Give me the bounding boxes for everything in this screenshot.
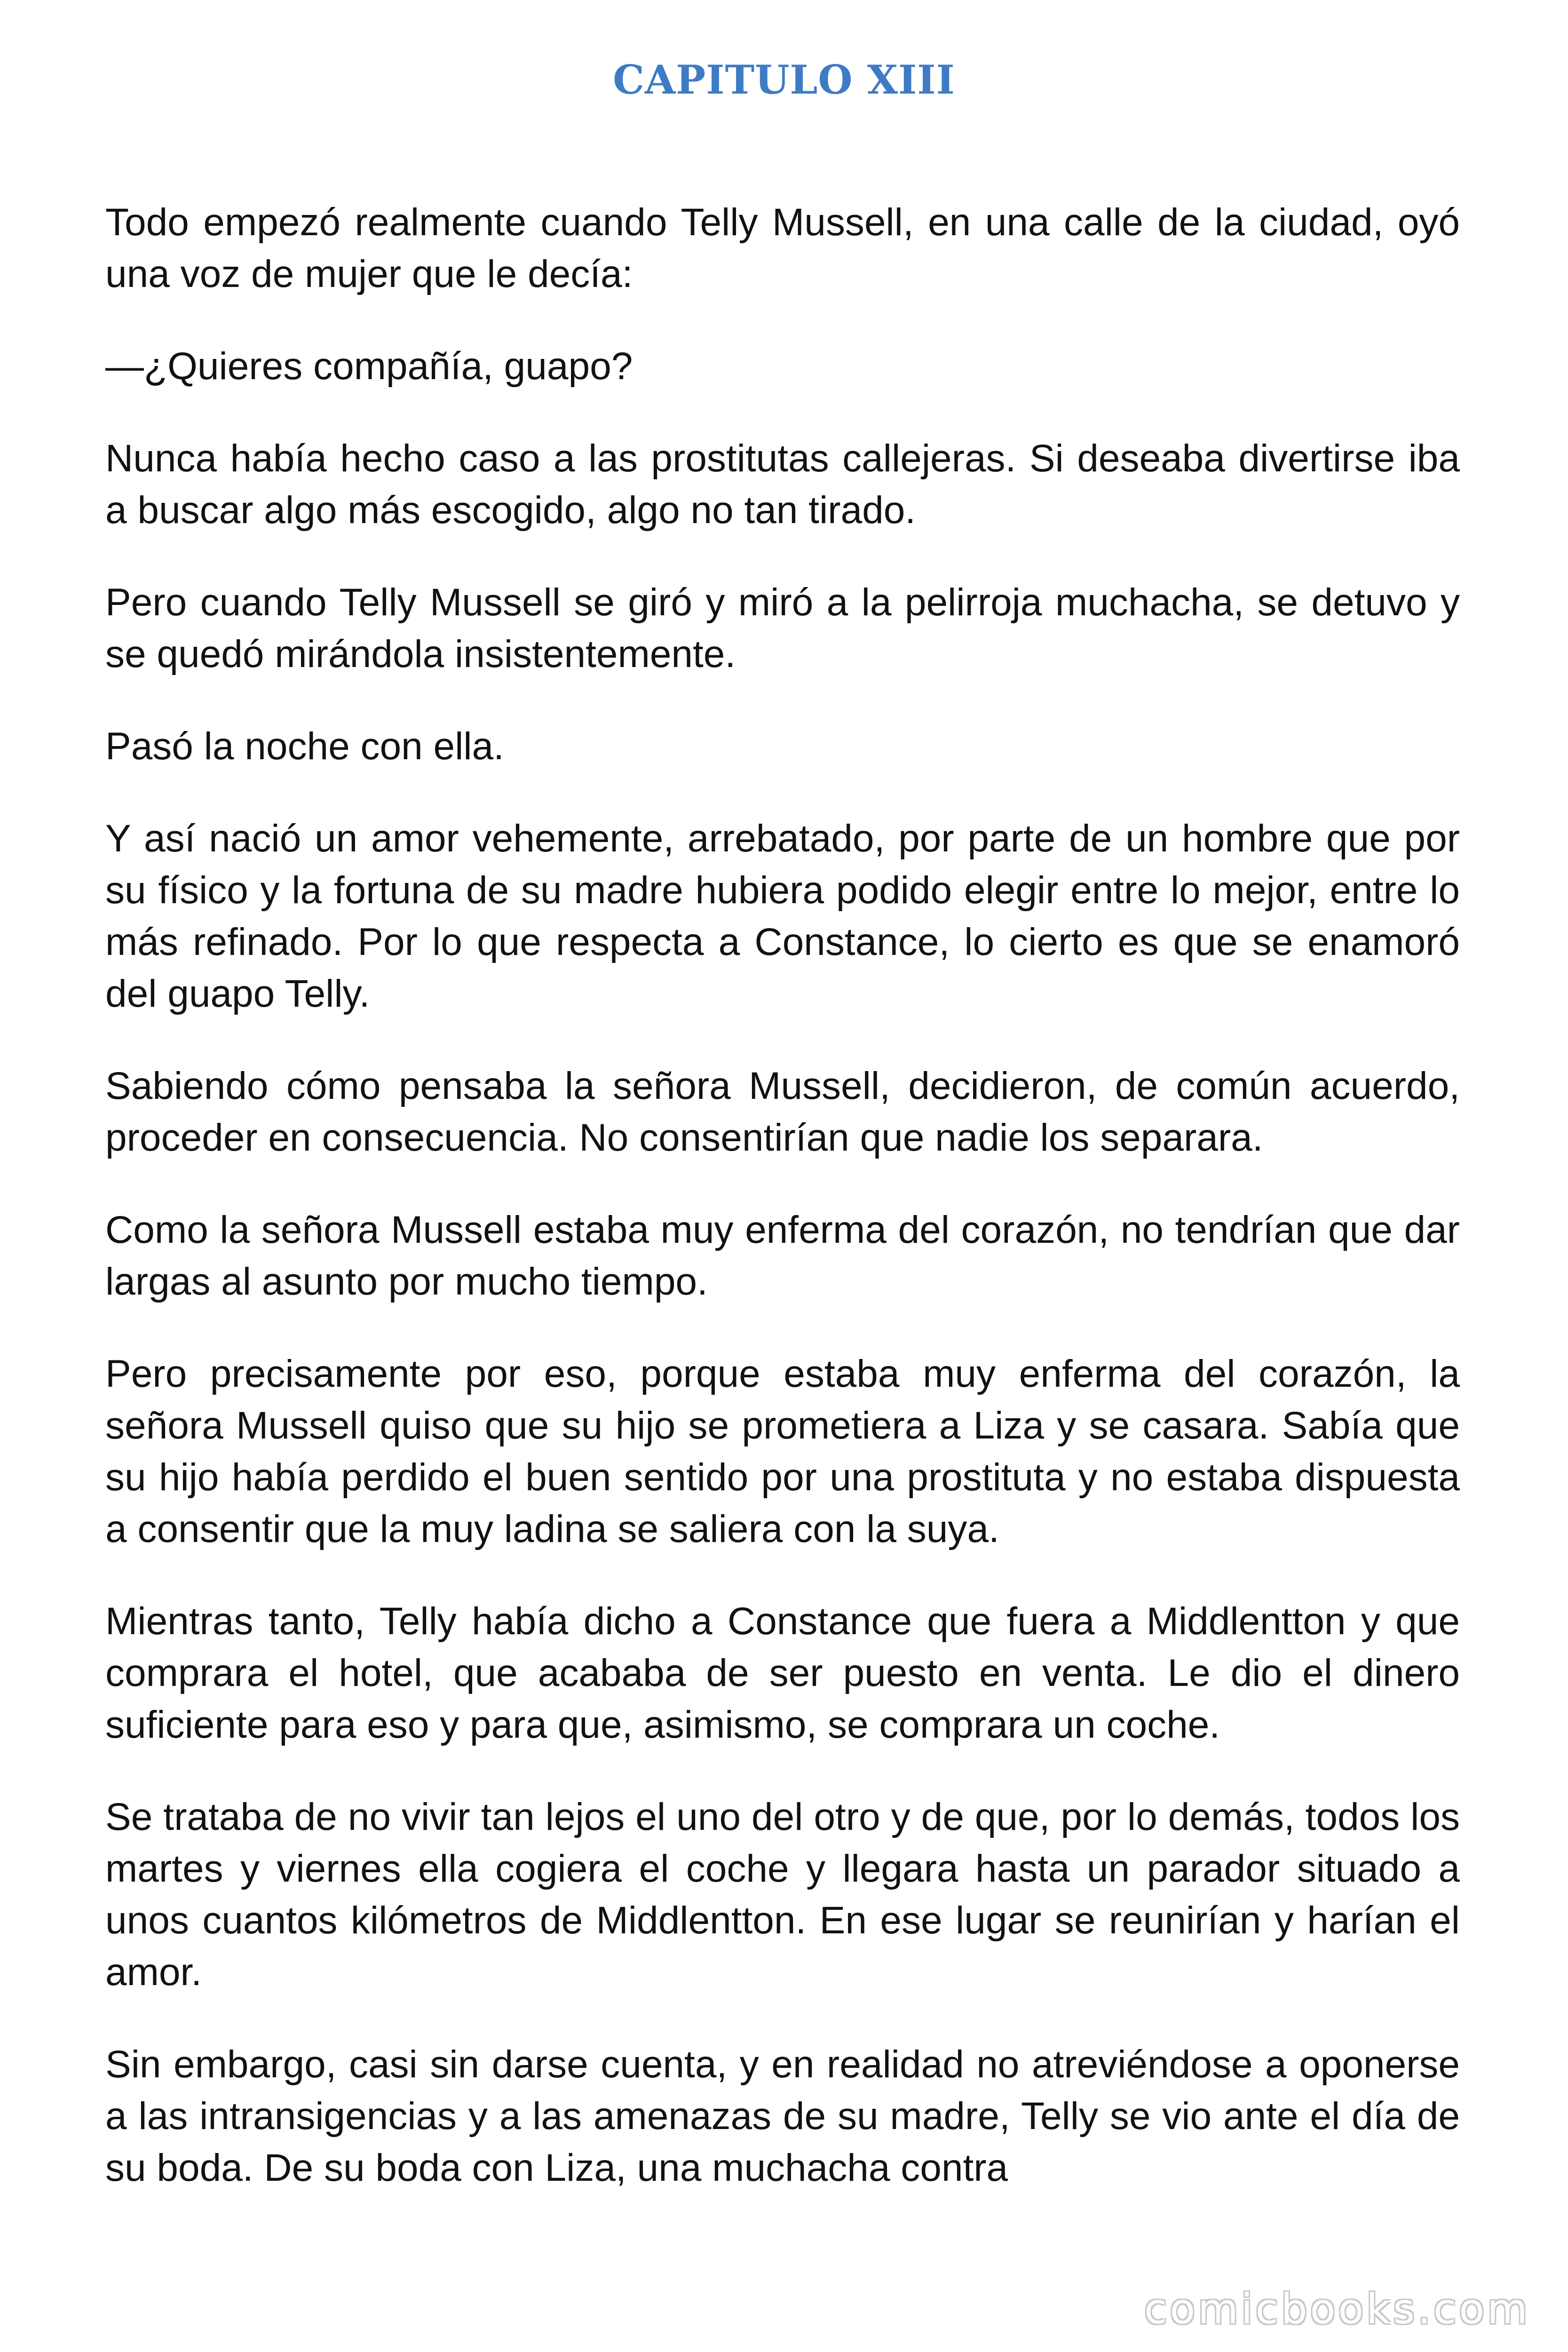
paragraph: Todo empezó realmente cuando Telly Mussell, en una calle de la ciudad, oyó una voz de mujer que le decía: [105,201,1460,295]
paragraph: Como la señora Mussell estaba muy enferma del corazón, no tendrían que dar largas al asunto por mucho tiempo. [105,1208,1460,1303]
chapter-body [105,197,1460,2234]
paragraph: Sin embargo, casi sin darse cuenta, y en realidad no atreviéndose a oponerse a las intransigencias y a las amenazas de su madre, Telly se vio ante el día de su boda. De su boda con Liza, una muchacha contra [105,2043,1460,2189]
paragraph: Pero precisamente por eso, porque estaba muy enferma del corazón, la señora Mussell quiso que su hijo se prometiera a Liza y se casara. Sabía que su hijo había perdido el buen sentido por una prostituta y no estaba dispuesta a consentir que la muy ladina se saliera con la suya. [105,1352,1460,1550]
paragraph: Nunca había hecho caso a las prostitutas callejeras. Si deseaba divertirse iba a buscar algo más escogido, algo no tan tirado. [105,437,1460,532]
paragraph: Sabiendo cómo pensaba la señora Mussell, decidieron, de común acuerdo, proceder en consecuencia. No consentirían que nadie los separara. [105,1065,1460,1159]
paragraph: Y así nació un amor vehemente, arrebatado, por parte de un hombre que por su físico y la fortuna de su madre hubiera podido elegir entre lo mejor, entre lo más refinado. Por lo que respecta a Constance, lo cierto es que se enamoró del guapo Telly. [105,817,1460,1015]
chapter-title: CAPITULO XIII [613,56,955,103]
paragraph: Se trataba de no vivir tan lejos el uno del otro y de que, por lo demás, todos los martes y viernes ella cogiera el coche y llegara hasta un parador situado a unos cuantos kilómetros de Middlentton. En ese lugar se reunirían y harían el amor. [105,1796,1460,1994]
paragraph: Pasó la noche con ella. [105,725,504,768]
paragraph: Pero cuando Telly Mussell se giró y miró a la pelirroja muchacha, se detuvo y se quedó mirándola insistentemente. [105,581,1460,675]
watermark: comicbooks.com [1144,2285,1530,2333]
paragraph: —¿Quieres compañía, guapo? [105,345,633,388]
paragraph: Mientras tanto, Telly había dicho a Constance que fuera a Middlentton y que comprara el hotel, que acababa de ser puesto en venta. Le dio el dinero suficiente para eso y para que, asimismo, se comprara un coche. [105,1600,1460,1746]
